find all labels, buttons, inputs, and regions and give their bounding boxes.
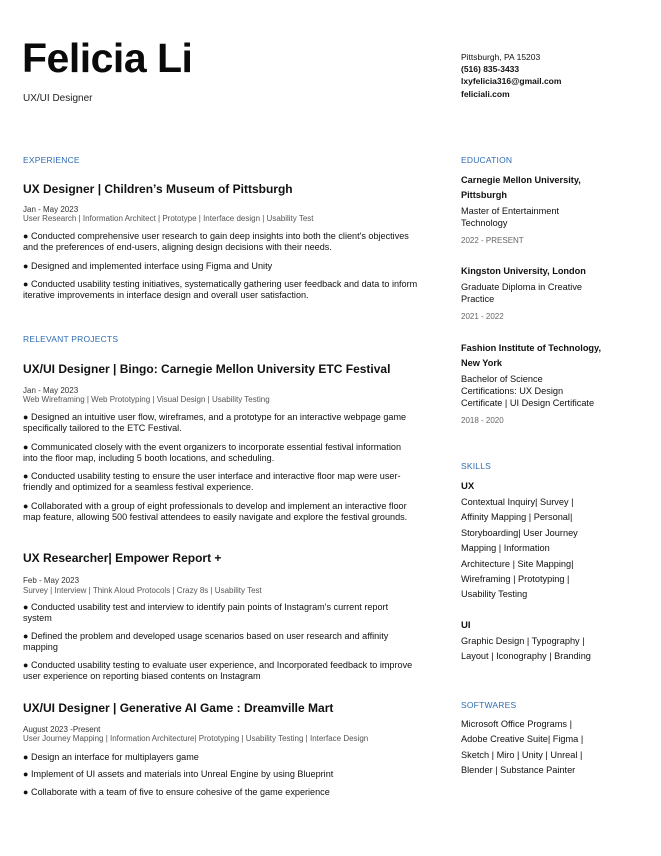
education-years: 2021 - 2022 bbox=[461, 312, 504, 321]
skills-ui bbox=[461, 620, 636, 665]
education-years: 2022 - PRESENT bbox=[461, 236, 524, 245]
project-bullet: ● Implement of UI assets and materials into Unreal Engine by using Blueprint bbox=[23, 769, 334, 779]
education-degree: Bachelor of Science Certifications: UX Design Certificate | UI Design Certificate bbox=[461, 374, 595, 408]
education-school: Carnegie Mellon University, Pittsburgh bbox=[461, 175, 581, 200]
softwares-line: Microsoft Office Programs | bbox=[461, 719, 572, 729]
education-degree: Graduate Diploma in Creative Practice bbox=[461, 282, 583, 304]
skills-ui-heading: UI bbox=[461, 620, 471, 631]
skills-ux-line: Mapping | Information bbox=[461, 543, 550, 554]
contact-location: Pittsburgh, PA 15203 bbox=[461, 52, 541, 62]
softwares-line: Blender | Substance Painter bbox=[461, 765, 576, 776]
skills-ux-line: Contextual Inquiry| Survey | bbox=[461, 497, 574, 507]
project-bullet: ● Collaborate with a team of five to ensure cohesive of the game experience bbox=[23, 787, 330, 797]
experience-bullet: ● Conducted usability testing initiatives, systematically gathering user feedback and data to inform iterative improvements in interface design and overall user satisfaction. bbox=[23, 279, 418, 301]
skills-ux-line: Wireframing | Prototyping | bbox=[461, 574, 570, 585]
education-entry bbox=[461, 341, 636, 425]
project-dates: Feb - May 2023 bbox=[23, 576, 80, 585]
skills-ui-line: Graphic Design | Typography | bbox=[461, 636, 585, 646]
contact-website[interactable]: feliciali.com bbox=[461, 88, 510, 99]
project-bullet: ● Conducted usability testing to ensure the user interface and interactive floor map were user-friendly and optimized for a seamless festival experience. bbox=[23, 471, 401, 493]
skills-ux-line: Affinity Mapping | Personal| bbox=[461, 512, 573, 523]
candidate-role: UX/UI Designer bbox=[23, 93, 93, 104]
experience-bullet: ● Conducted comprehensive user research to gain deep insights into both the client's objectives and the preferences of end-users, aligning design decisions with their needs. bbox=[23, 231, 409, 253]
project-bullet: ● Collaborated with a group of eight professionals to develop and implement an interactive floor map feature, allowing 500 festival attendees to easily navigate and explore the festival grounds. bbox=[23, 501, 408, 523]
project-dates: Jan - May 2023 bbox=[23, 386, 79, 395]
project-bullet: ● Defined the problem and developed usage scenarios based on user research and affinity mapping bbox=[23, 631, 389, 653]
skills-ux-line: Usability Testing bbox=[461, 589, 528, 600]
education-entry bbox=[461, 264, 636, 321]
project-title: UX/UI Designer | Bingo: Carnegie Mellon University ETC Festival bbox=[23, 362, 391, 376]
education-entry bbox=[461, 173, 636, 245]
project-bullet: ● Design an interface for multiplayers game bbox=[23, 752, 199, 762]
softwares-line: Adobe Creative Suite| Figma | bbox=[461, 734, 584, 745]
education-school: Fashion Institute of Technology, New York bbox=[461, 343, 602, 368]
skills-ux bbox=[461, 481, 636, 603]
project-bullet: ● Conducted usability test and interview to identify pain points of Instagram's current report system bbox=[23, 602, 389, 624]
experience-tags: User Research | Information Architect | Prototype | Interface design | Usability Test bbox=[23, 214, 314, 223]
skills-ux-heading: UX bbox=[461, 481, 475, 492]
project-tags: Web Wireframing | Web Prototyping | Visual Design | Usability Testing bbox=[23, 395, 270, 404]
project-dates: August 2023 -Present bbox=[23, 725, 101, 734]
skills-ux-line: Storyboarding| User Journey bbox=[461, 527, 578, 538]
section-heading-experience: EXPERIENCE bbox=[23, 155, 80, 165]
softwares-list bbox=[461, 717, 636, 779]
softwares-line: Sketch | Miro | Unity | Unreal | bbox=[461, 749, 583, 760]
candidate-name: Felicia Li bbox=[22, 35, 193, 81]
contact-phone: (516) 835-3433 bbox=[461, 64, 520, 75]
experience-title: UX Designer | Children’s Museum of Pittsburgh bbox=[23, 182, 293, 196]
contact-block bbox=[461, 51, 561, 100]
section-heading-education: EDUCATION bbox=[461, 155, 513, 165]
section-heading-skills: SKILLS bbox=[461, 461, 492, 471]
education-degree: Master of Entertainment Technology bbox=[461, 206, 560, 228]
project-bullet: ● Designed an intuitive user flow, wireframes, and a prototype for an interactive webpage game specifically tailored to the ETC Festival. bbox=[23, 412, 407, 434]
project-title: UX/UI Designer | Generative AI Game : Dreamville Mart bbox=[23, 701, 334, 715]
contact-email[interactable]: lxyfelicia316@gmail.com bbox=[461, 76, 562, 87]
section-heading-projects: RELEVANT PROJECTS bbox=[23, 334, 119, 344]
project-bullet: ● Communicated closely with the event organizers to incorporate essential festival information into the floor map, including 5 booth locations, and scheduling. bbox=[23, 442, 402, 464]
education-years: 2018 - 2020 bbox=[461, 416, 504, 425]
skills-ui-line: Layout | Iconography | Branding bbox=[461, 651, 591, 662]
project-bullet: ● Conducted usability testing to evaluate user experience, and Incorporated feedback to improve user experience on reporting biased contents on Instagram bbox=[23, 660, 413, 682]
project-tags: User Journey Mapping | Information Architecture| Prototyping | Usability Testing | Interface Design bbox=[23, 734, 369, 743]
project-title: UX Researcher| Empower Report + bbox=[23, 551, 222, 565]
education-school: Kingston University, London bbox=[461, 266, 586, 276]
section-heading-softwares: SOFTWARES bbox=[461, 700, 517, 710]
skills-ux-line: Architecture | Site Mapping| bbox=[461, 558, 574, 569]
experience-bullet: ● Designed and implemented interface using Figma and Unity bbox=[23, 261, 273, 271]
project-tags: Survey | Interview | Think Aloud Protocols | Crazy 8s | Usability Test bbox=[23, 586, 262, 595]
experience-dates: Jan - May 2023 bbox=[23, 205, 79, 214]
